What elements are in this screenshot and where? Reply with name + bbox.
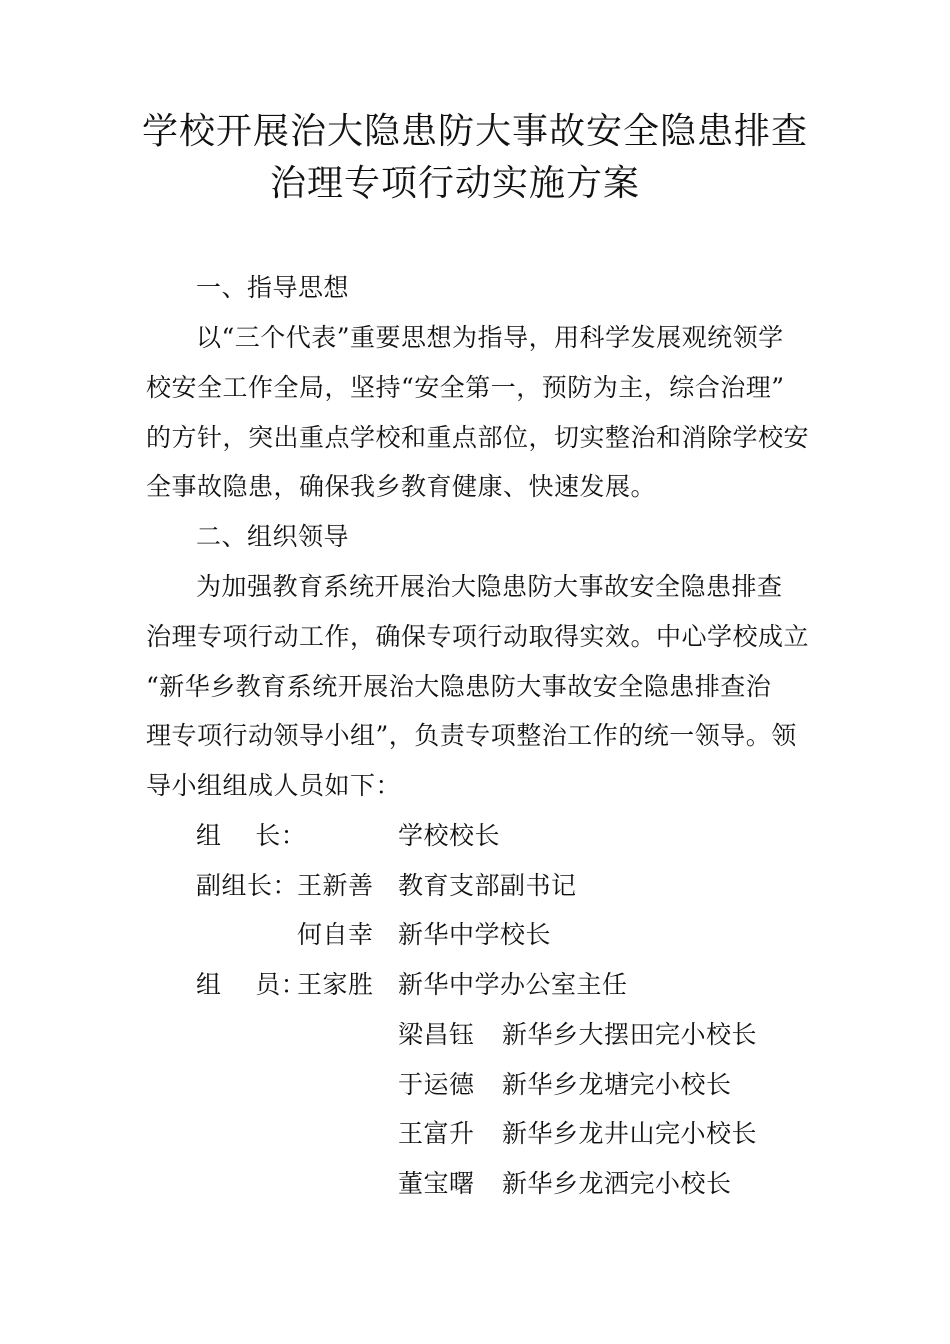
member-label: 组 员： [196,970,307,999]
member-name: 王富升 [398,1119,475,1148]
document-title-line-1: 学校开展治大隐患防大事故安全隐患排查 [141,111,808,152]
member-title: 新华乡龙洒完小校长 [502,1169,732,1198]
deputy-title: 教育支部副书记 [398,871,577,900]
paragraph-line: 的方针，突出重点学校和重点部位，切实整治和消除学校安 [146,423,810,452]
deputy-name: 何自幸 [297,920,374,949]
member-name: 梁昌钰 [398,1020,475,1049]
paragraph-line: 以“三个代表”重要思想为指导，用科学发展观统领学 [196,323,784,352]
deputy-name: 王新善 [297,871,374,900]
deputy-title: 新华中学校长 [398,920,552,949]
member-title: 新华乡龙塘完小校长 [502,1070,732,1099]
member-title: 新华乡大摆田完小校长 [502,1020,758,1049]
leader-title: 学校校长 [398,821,501,850]
deputy-label: 副组长： [196,871,299,900]
paragraph-line: 理专项行动领导小组”，负责专项整治工作的统一领导。领 [146,721,797,750]
paragraph-line: 治理专项行动工作，确保专项行动取得实效。中心学校成立 [146,622,810,651]
section-heading-organization: 二、组织领导 [196,522,350,551]
member-name: 王家胜 [297,970,374,999]
document-title-line-2: 治理专项行动实施方案 [269,163,640,204]
member-title: 新华中学办公室主任 [398,970,628,999]
paragraph-line: “新华乡教育系统开展治大隐患防大事故安全隐患排查治 [146,672,772,701]
paragraph-line: 全事故隐患，确保我乡教育健康、快速发展。 [146,472,657,501]
paragraph-line: 校安全工作全局，坚持“安全第一，预防为主，综合治理” [146,373,785,402]
member-name: 董宝曙 [398,1169,475,1198]
member-title: 新华乡龙井山完小校长 [502,1119,758,1148]
member-name: 于运德 [398,1070,475,1099]
paragraph-line: 为加强教育系统开展治大隐患防大事故安全隐患排查 [196,572,783,601]
leader-label: 组 长： [196,821,307,850]
section-heading-guiding-ideology: 一、指导思想 [196,273,350,302]
paragraph-line: 导小组组成人员如下： [146,771,402,800]
